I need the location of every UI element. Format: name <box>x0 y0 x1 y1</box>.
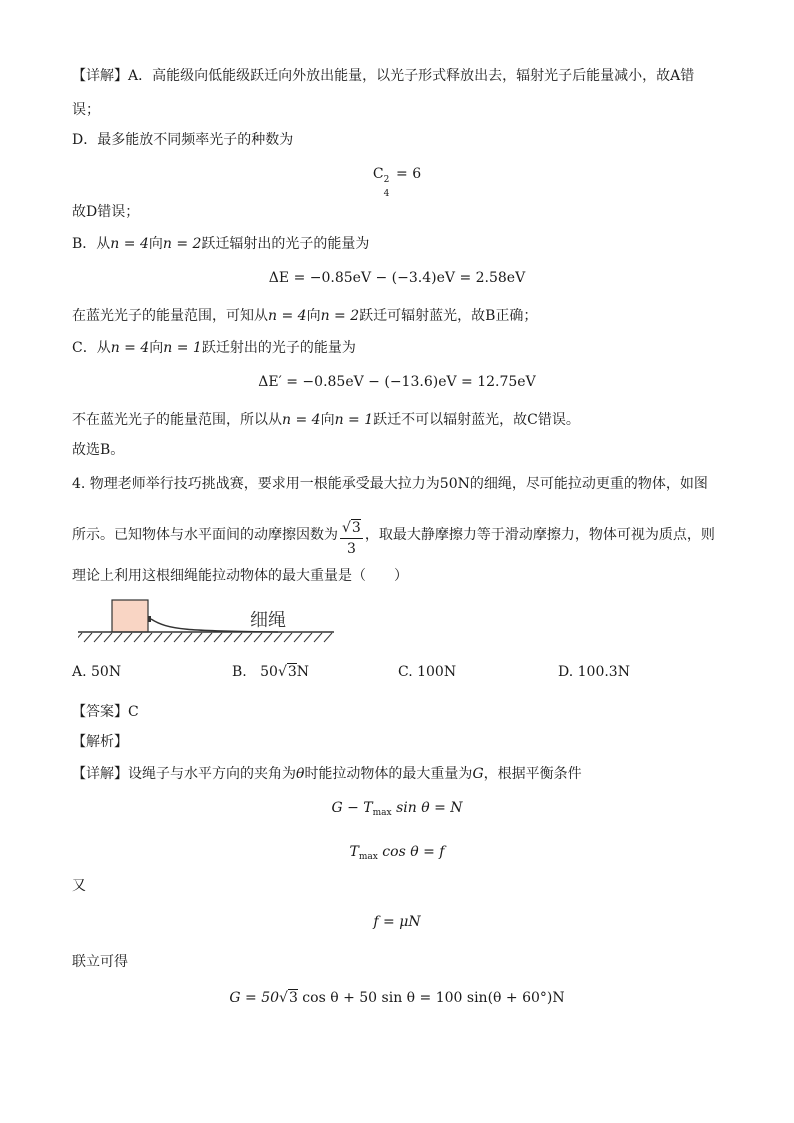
answer-label: 【答案】C <box>72 704 139 720</box>
rope-knot <box>148 616 151 622</box>
text-lianli: 联立可得 <box>72 954 128 970</box>
detail-intro: 【详解】设绳子与水平方向的夹角为θ时能拉动物体的最大重量为G，根据平衡条件 <box>72 766 582 782</box>
equation-result: G = 50√3 cos θ + 50 sin θ = 100 sin(θ + 60°)N <box>229 990 565 1006</box>
question-4-line3: 理论上利用这根细绳能拉动物体的最大重量是（ ） <box>72 568 408 584</box>
para-detail-a: 【详解】A．高能级向低能级跃迁向外放出能量，以光子形式释放出去，辐射光子后能量减小，故A错 <box>72 68 695 84</box>
text-you: 又 <box>72 878 86 894</box>
para-d: D．最多能放不同频率光子的种数为 <box>72 132 294 148</box>
block-rope-figure <box>78 596 338 646</box>
para-c-conclusion: 不在蓝光光子的能量范围，所以从n = 4向n = 1跃迁不可以辐射蓝光，故C错误。 <box>72 412 580 428</box>
option-c[interactable]: C. 100N <box>398 664 457 680</box>
para-b: B．从n = 4向n = 2跃迁辐射出的光子的能量为 <box>72 236 370 252</box>
ground-hatching <box>78 633 332 642</box>
para-choose-b: 故选B。 <box>72 442 125 458</box>
para-c: C．从n = 4向n = 1跃迁射出的光子的能量为 <box>72 340 356 356</box>
equation-combination: C 2 4 = 6 <box>372 166 422 199</box>
equation-friction: f = μN <box>373 914 421 930</box>
equation-c-energy: ΔE′ = −0.85eV − (−13.6)eV = 12.75eV <box>258 374 536 390</box>
option-a[interactable]: A. 50N <box>72 664 122 680</box>
equation-vertical-balance: $G - T_{max}$ sin θ = N <box>331 800 463 818</box>
para-d-conclusion: 故D错误； <box>72 204 140 220</box>
para-b-conclusion: 在蓝光光子的能量范围，可知从n = 4向n = 2跃迁可辐射蓝光，故B正确； <box>72 308 538 324</box>
para-detail-a-cont: 误； <box>72 102 100 118</box>
rope-label: 细绳 <box>250 610 286 631</box>
analysis-label: 【解析】 <box>72 734 128 750</box>
equation-b-energy: ΔE = −0.85eV − (−3.4)eV = 2.58eV <box>268 270 526 286</box>
equation-horizontal-balance: $T_{max}$ cos θ = f <box>349 844 445 862</box>
question-4-line2: 所示。已知物体与水平面间的动摩擦因数为 $\frac{√3}{3}$ ，取最大静摩擦力等于滑动摩擦力，物体可视为质点，则 <box>72 520 715 557</box>
block <box>112 600 148 632</box>
option-d[interactable]: D. 100.3N <box>558 664 630 680</box>
answer-options <box>72 664 722 684</box>
question-4-line1: 4. 物理老师举行技巧挑战赛，要求用一根能承受最大拉力为50N的细绳，尽可能拉动更重的物体，如图 <box>72 476 708 492</box>
option-b[interactable]: B. 50√3N <box>232 664 310 680</box>
mu-fraction: $\frac{√3}{3}$ <box>342 520 361 557</box>
